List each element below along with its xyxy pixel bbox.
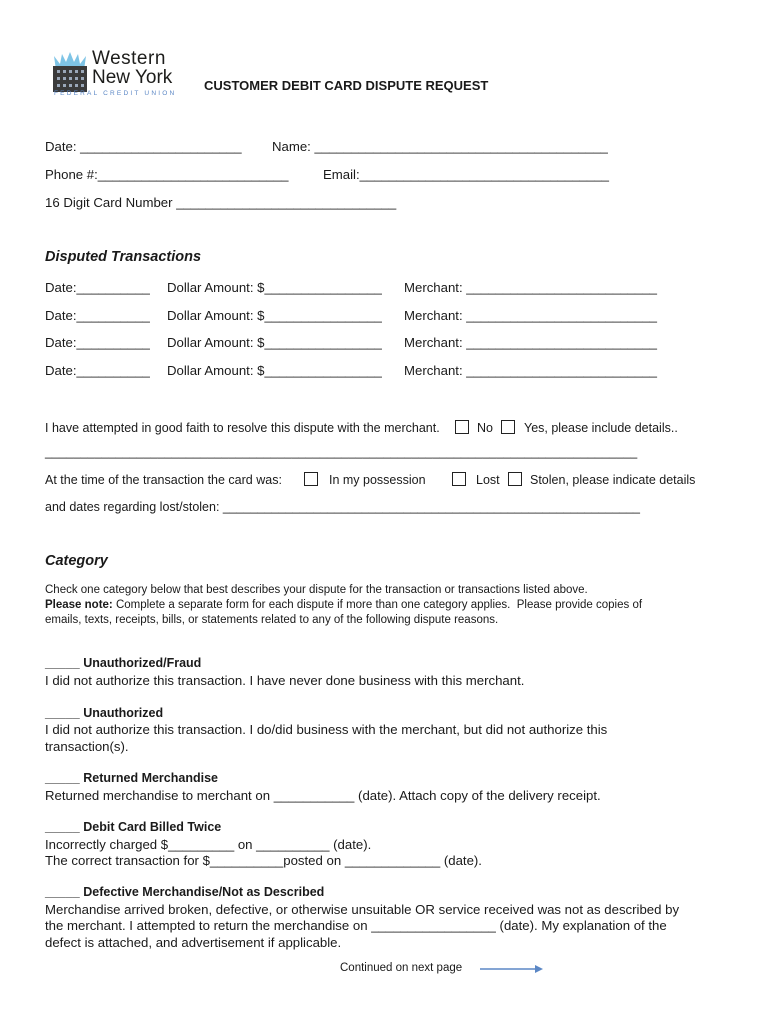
category-unauthorized-desc-1: I did not authorize this transaction. I do/did business with the merchant, but did not authorize this (45, 722, 608, 737)
category-defective-desc-3: defect is attached, and advertisement if applicable. (45, 935, 342, 950)
yes-checkbox[interactable] (501, 420, 515, 434)
lost-checkbox[interactable] (452, 472, 466, 486)
stolen-label: Stolen, please indicate details (530, 473, 696, 487)
card-number-field[interactable]: 16 Digit Card Number ______________________________ (45, 195, 397, 210)
note-text: Complete a separate form for each dispute if more than one category applies. Please provide copies of (112, 599, 643, 611)
category-note-2: emails, texts, receipts, bills, or statements related to any of the following dispute reasons. (45, 614, 499, 626)
possession-checkbox[interactable] (304, 472, 318, 486)
row3-merchant-field[interactable]: Merchant: __________________________ (404, 335, 657, 350)
possession-label: In my possession (329, 473, 426, 487)
yes-label: Yes, please include details.. (524, 421, 678, 435)
row1-amount-field[interactable]: Dollar Amount: $________________ (167, 280, 382, 295)
card-status-text: At the time of the transaction the card was: (45, 473, 282, 487)
no-label: No (477, 421, 493, 435)
category-billed-twice[interactable]: _____ Debit Card Billed Twice (45, 820, 222, 834)
category-unauthorized-desc-2: transaction(s). (45, 739, 129, 754)
category-heading: Category (45, 553, 108, 569)
logo-line-1: Western (92, 48, 166, 69)
category-unauthorized-fraud[interactable]: _____ Unauthorized/Fraud (45, 656, 202, 670)
phone-field[interactable]: Phone #:__________________________ (45, 167, 289, 182)
category-billed-twice-desc-2: The correct transaction for $__________posted on _____________ (date). (45, 853, 482, 868)
details-line[interactable]: ____________________________________________________________________________________ (45, 445, 638, 459)
arrow-right-icon (480, 964, 544, 974)
row2-date-field[interactable]: Date:__________ (45, 308, 150, 323)
row1-merchant-field[interactable]: Merchant: __________________________ (404, 280, 657, 295)
logo-line-3: FEDERAL CREDIT UNION (54, 90, 177, 97)
category-unauthorized-fraud-desc: I did not authorize this transaction. I have never done business with this merchant. (45, 673, 525, 688)
row4-date-field[interactable]: Date:__________ (45, 363, 150, 378)
page-title: CUSTOMER DEBIT CARD DISPUTE REQUEST (204, 78, 489, 93)
category-intro: Check one category below that best describes your dispute for the transaction or transactions listed above. (45, 584, 588, 596)
category-billed-twice-desc-1: Incorrectly charged $_________ on __________ (date). (45, 837, 372, 852)
logo (46, 48, 196, 100)
note-label: Please note: (45, 599, 113, 611)
stolen-checkbox[interactable] (508, 472, 522, 486)
no-checkbox[interactable] (455, 420, 469, 434)
category-returned-merchandise[interactable]: _____ Returned Merchandise (45, 771, 218, 785)
row3-amount-field[interactable]: Dollar Amount: $________________ (167, 335, 382, 350)
category-defective-desc-2: the merchant. I attempted to return the merchandise on _________________ (date). My explanation of the (45, 918, 667, 933)
row3-date-field[interactable]: Date:__________ (45, 335, 150, 350)
lost-stolen-dates-field[interactable]: and dates regarding lost/stolen: ____________________________________________________________ (45, 500, 641, 514)
row1-date-field[interactable]: Date:__________ (45, 280, 150, 295)
row4-merchant-field[interactable]: Merchant: __________________________ (404, 363, 657, 378)
date-field[interactable]: Date: ______________________ (45, 139, 242, 154)
logo-building-icon (50, 50, 90, 92)
category-note (45, 599, 642, 611)
category-returned-merchandise-desc: Returned merchandise to merchant on ___________ (date). Attach copy of the delivery receipt. (45, 788, 601, 803)
category-defective-desc-1: Merchandise arrived broken, defective, or otherwise unsuitable OR service received was not as described by (45, 902, 680, 917)
name-field[interactable]: Name: ________________________________________ (272, 139, 608, 154)
logo-line-2: New York (92, 67, 173, 88)
row4-amount-field[interactable]: Dollar Amount: $________________ (167, 363, 382, 378)
lost-label: Lost (476, 473, 500, 487)
good-faith-text: I have attempted in good faith to resolve this dispute with the merchant. (45, 421, 440, 435)
row2-merchant-field[interactable]: Merchant: __________________________ (404, 308, 657, 323)
continued-text: Continued on next page (340, 962, 463, 974)
disputed-heading: Disputed Transactions (45, 249, 202, 265)
category-defective[interactable]: _____ Defective Merchandise/Not as Described (45, 885, 325, 899)
row2-amount-field[interactable]: Dollar Amount: $________________ (167, 308, 382, 323)
category-unauthorized[interactable]: _____ Unauthorized (45, 706, 164, 720)
email-field[interactable]: Email:__________________________________ (323, 167, 610, 182)
